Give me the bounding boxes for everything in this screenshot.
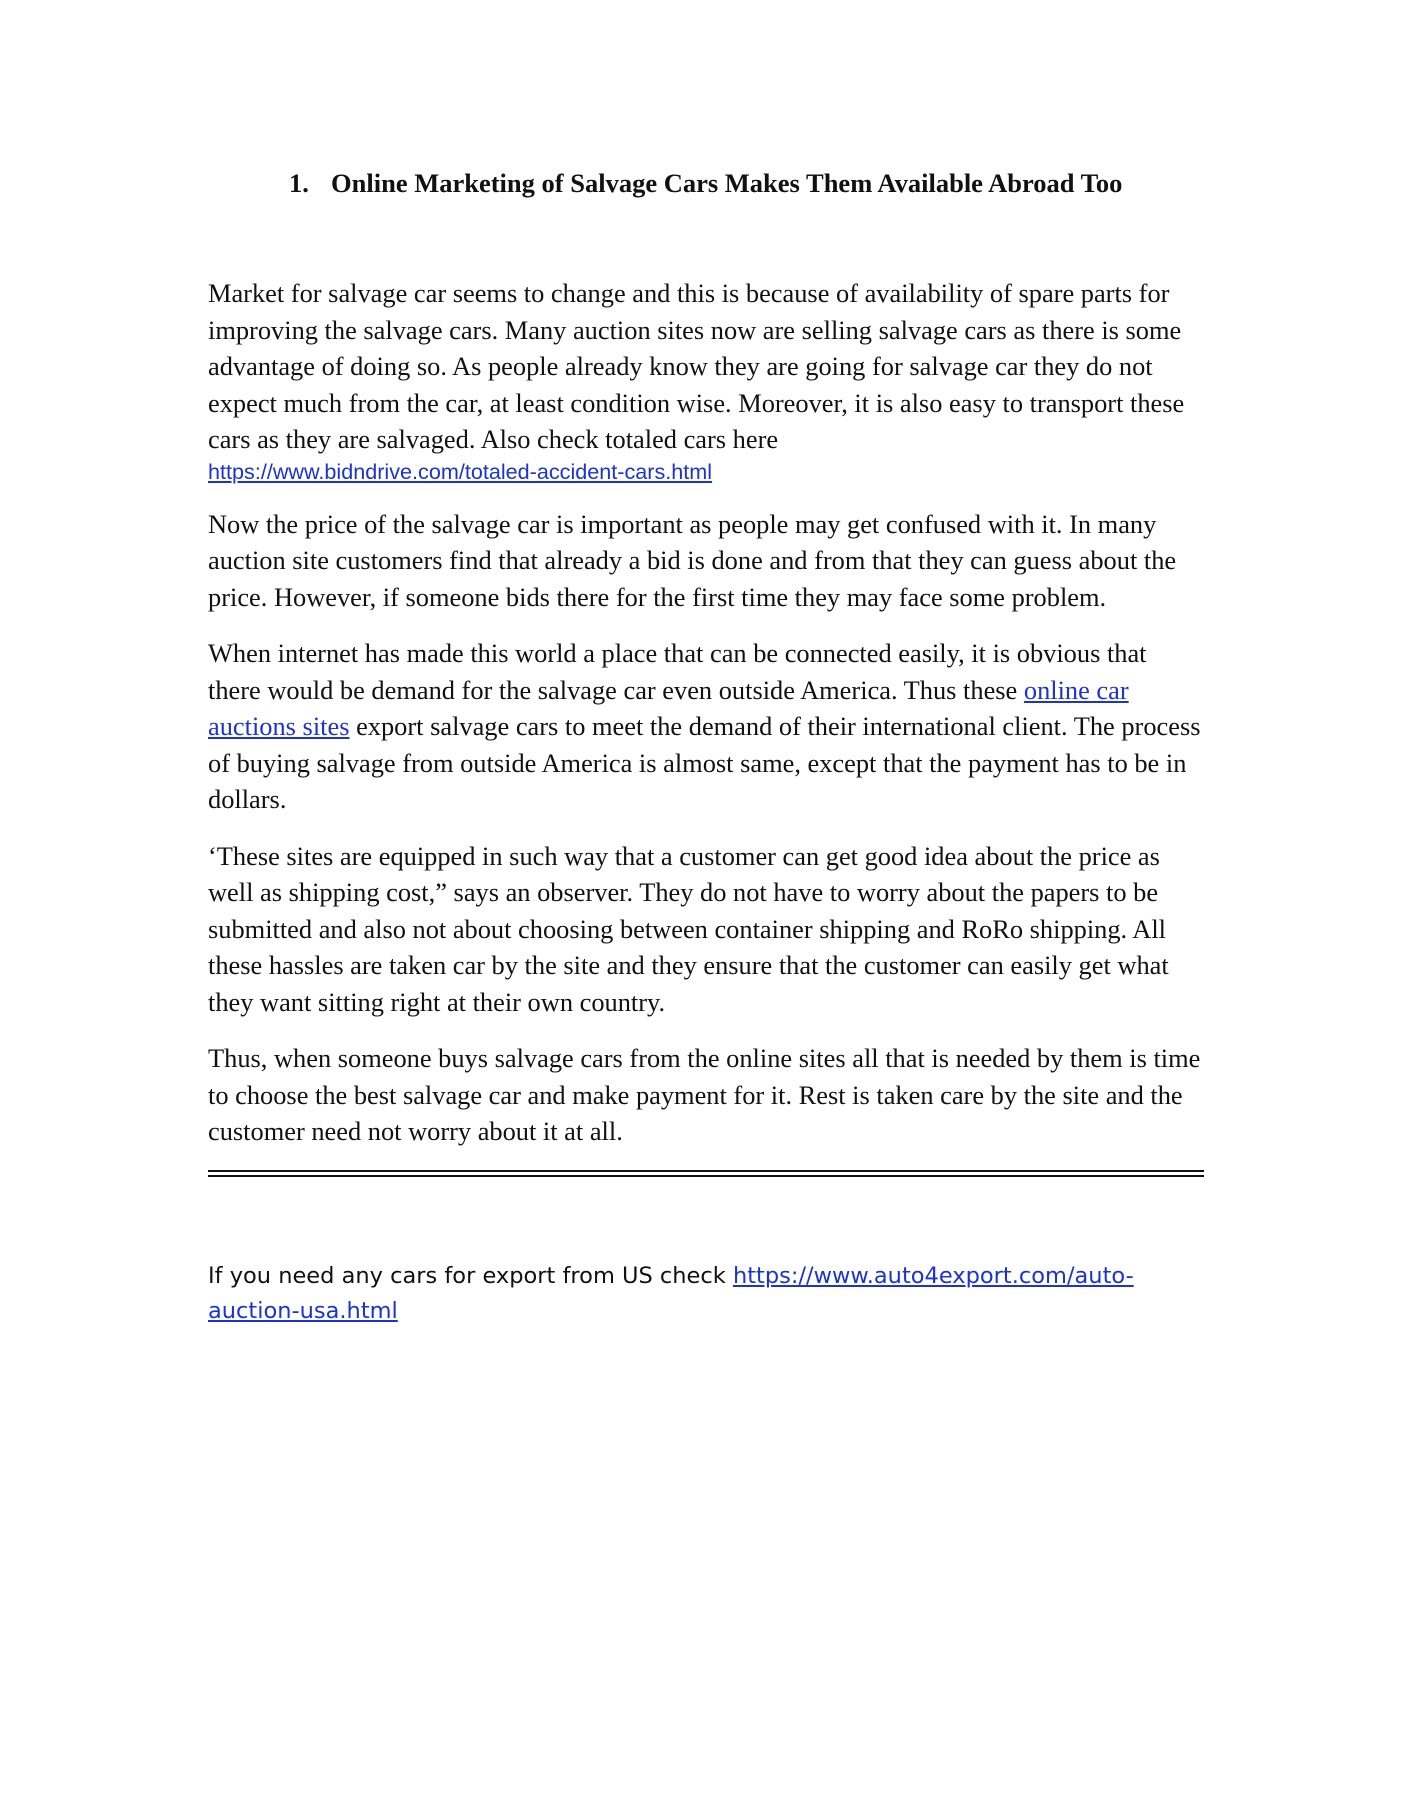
double-rule-divider xyxy=(208,1170,1204,1177)
totaled-cars-link[interactable]: https://www.bidndrive.com/totaled-accident-cars.html xyxy=(208,458,713,484)
paragraph-internet-after: export salvage cars to meet the demand of their international client. The process of buying salvage from outside America is almost same, except that the payment has to be in dollars. xyxy=(208,711,1201,814)
paragraph-price: Now the price of the salvage car is important as people may get confused with it. In many auction site customers find that already a bid is done and from that they can guess about the price. However, if someone bids there for the first time they may face some problem. xyxy=(208,508,1177,612)
paragraph-sites-equipped: ‘These sites are equipped in such way that a customer can get good idea about the price as well as shipping cost,” says an observer. They do not have to worry about the papers to be submitted and also not about choosing between container shipping and RoRo shipping. All these hassles are taken car by the site and they ensure that the customer can easily get what they want sitting right at their own country. xyxy=(208,840,1169,1017)
footer-note xyxy=(208,1259,1204,1329)
footer-note-text: If you need any cars for export from US check xyxy=(208,1262,733,1289)
paragraph-internet xyxy=(208,635,1204,818)
paragraph-market xyxy=(208,275,1204,486)
paragraph-market-text: Market for salvage car seems to change and this is because of availability of spare parts for improving the salvage cars. Many auction sites now are selling salvage cars as there is some advantage of doing so. As people already know they are going for salvage car they do not expect much from the car, at least condition wise. Moreover, it is also easy to transport these cars as they are salvaged. Also check totaled cars here xyxy=(208,278,1185,454)
heading-number: 1. xyxy=(289,168,309,198)
paragraph-conclusion: Thus, when someone buys salvage cars from the online sites all that is needed by them is time to choose the best salvage car and make payment for it. Rest is taken care by the site and the customer need not worry about it at all. xyxy=(208,1043,1201,1146)
heading-title: Online Marketing of Salvage Cars Makes Them Available Abroad Too xyxy=(331,168,1123,198)
online-car-auctions-link[interactable]: online car auctions sites xyxy=(208,674,1129,741)
auto4export-link[interactable]: https://www.auto4export.com/auto-auction-usa.html xyxy=(208,1262,1134,1324)
paragraph-internet-before: When internet has made this world a place that can be connected easily, it is obvious that there would be demand for the salvage car even outside America. Thus these xyxy=(208,638,1147,705)
document-content xyxy=(208,165,1204,1329)
article-heading xyxy=(208,165,1204,201)
